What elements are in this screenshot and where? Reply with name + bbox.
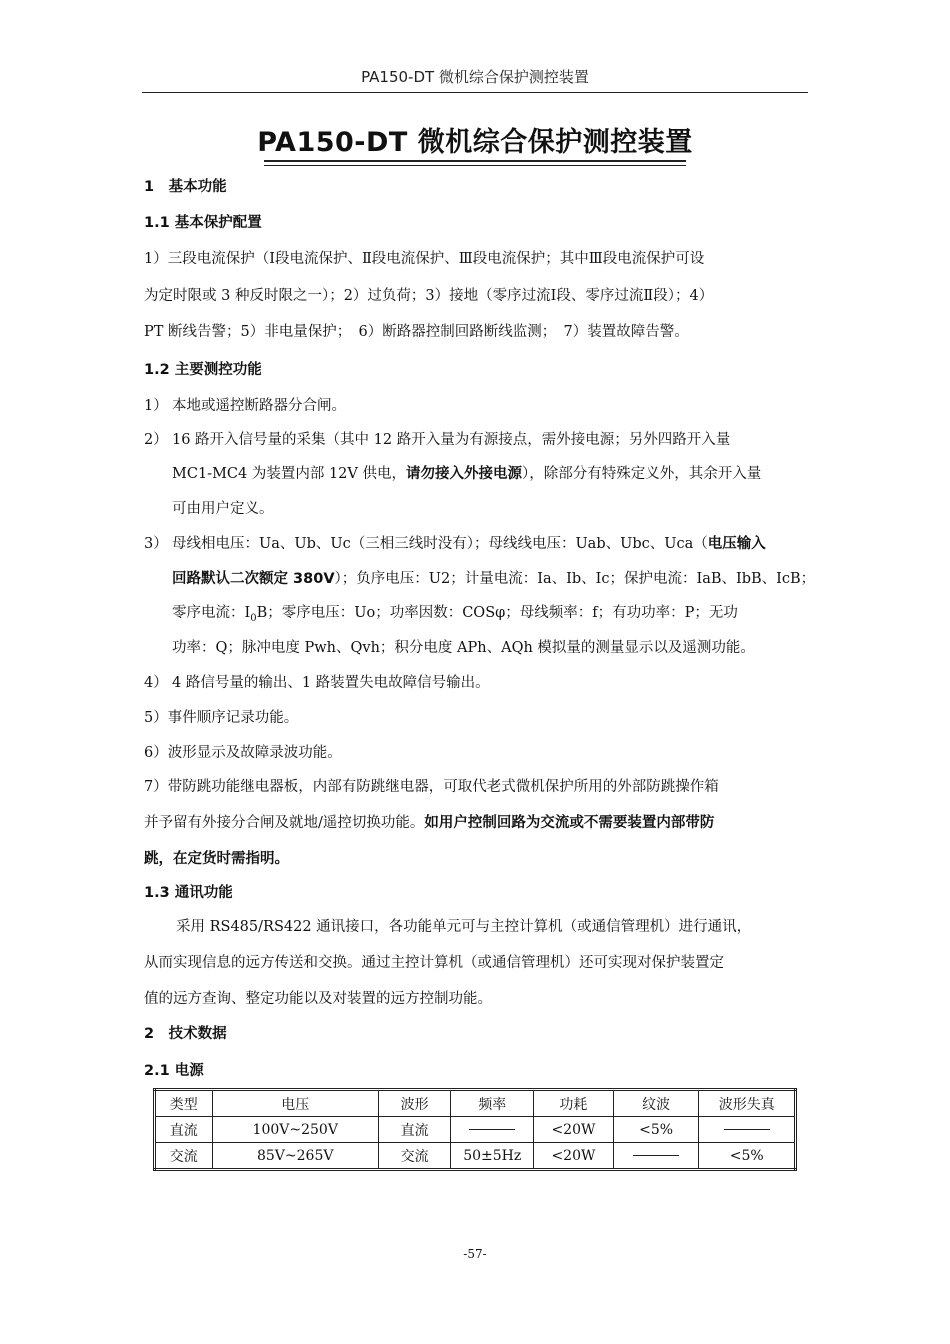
item-7-line-2 xyxy=(144,811,714,832)
header-cell-distortion: 波形失真 xyxy=(699,1090,796,1117)
table-row xyxy=(155,1117,796,1143)
header-cell-waveform: 波形 xyxy=(378,1090,450,1117)
section-1-3-heading: 1.3 通讯功能 xyxy=(144,885,233,901)
item-2-line-2-text-c: ），除部分有特殊定义外，其余开入量 xyxy=(521,466,762,482)
table-cell: 直流 xyxy=(155,1117,213,1143)
table-cell: 交流 xyxy=(155,1143,213,1170)
dash-mark xyxy=(469,1129,515,1130)
item-7-line-2-text: 并予留有外接分合闸及就地/遥控切换功能。 xyxy=(144,815,425,831)
item-1-text: 本地或遥控断路器分合闸。 xyxy=(172,398,346,414)
page-number: -57- xyxy=(463,1247,487,1261)
item-7-line-1: 7）带防跳功能继电器板，内部有防跳继电器，可取代老式微机保护所用的外部防跳操作箱 xyxy=(144,779,719,795)
table-cell-empty xyxy=(613,1143,699,1170)
table-cell: 直流 xyxy=(378,1117,450,1143)
item-3-emphasis-b: 回路默认二次额定 380V xyxy=(172,571,335,587)
section-2-1-heading: 2.1 电源 xyxy=(144,1063,204,1079)
table-cell-empty xyxy=(699,1117,796,1143)
s11-line-3: PT 断线告警；5）非电量保护； 6）断路器控制回路断线监测； 7）装置故障告警。 xyxy=(144,324,689,340)
header-cell-voltage: 电压 xyxy=(212,1090,378,1117)
power-spec-table xyxy=(153,1088,797,1171)
item-3-line-1-text: 母线相电压：Ua、Ub、Uc（三相三线时没有）；母线线电压：Uab、Ubc、Uca（ xyxy=(172,536,708,552)
section-2-heading: 2 技术数据 xyxy=(144,1026,227,1042)
item-3-line-4: 功率：Q；脉冲电度 Pwh、Qvh；积分电度 APh、AQh 模拟量的测量显示以及遥测功能。 xyxy=(172,640,755,656)
s13-line-3: 值的远方查询、整定功能以及对装置的远方控制功能。 xyxy=(144,991,492,1007)
table-cell: 交流 xyxy=(378,1143,450,1170)
item-3-number: 3） xyxy=(144,536,168,552)
item-2-line-2-text-a: MC1-MC4 为装置内部 12V 供电， xyxy=(172,466,406,482)
item-3-line-3-text-a: 零序电流：I xyxy=(172,605,251,621)
header-cell-type: 类型 xyxy=(155,1090,213,1117)
item-3-line-1 xyxy=(172,532,766,553)
item-3-emphasis-a: 电压输入 xyxy=(707,536,766,552)
s13-line-1: 采用 RS485/RS422 通讯接口，各功能单元可与主控计算机（或通信管理机）进行通讯， xyxy=(176,919,752,935)
table-cell: <20W xyxy=(534,1143,614,1170)
item-2-number: 2） xyxy=(144,432,168,448)
dash-mark xyxy=(633,1155,679,1156)
document-title: PA150-DT 微机综合保护测控装置 xyxy=(257,127,693,158)
title-underline-thin xyxy=(264,165,686,166)
s13-line-2: 从而实现信息的远方传送和交换。通过主控计算机（或通信管理机）还可实现对保护装置定 xyxy=(144,955,724,971)
item-2-line-1: 16 路开入信号量的采集（其中 12 路开入量为有源接点，需外接电源；另外四路开入量 xyxy=(172,432,731,448)
table-header-row xyxy=(155,1090,796,1117)
table-cell: <5% xyxy=(699,1143,796,1170)
item-2-line-3: 可由用户定义。 xyxy=(172,501,274,517)
section-1-2-heading: 1.2 主要测控功能 xyxy=(144,362,262,378)
header-cell-power: 功耗 xyxy=(534,1090,614,1117)
header-rule xyxy=(142,92,808,93)
s11-line-2: 为定时限或 3 种反时限之一）；2）过负荷；3）接地（零序过流Ⅰ段、零序过流Ⅱ段）；4） xyxy=(144,288,714,304)
item-3-line-3-text-b: B；零序电压：Uo；功率因数：COSφ；母线频率：f；有功功率：P；无功 xyxy=(256,605,738,621)
table-cell: 50±5Hz xyxy=(451,1143,534,1170)
item-3-line-2-text: ）；负序电压：U2；计量电流：Ia、Ib、Ic；保护电流：IaB、IbB、IcB； xyxy=(334,571,816,587)
item-6-text: 6）波形显示及故障录波功能。 xyxy=(144,745,342,761)
item-1-number: 1） xyxy=(144,398,168,414)
item-7-emphasis-a: 如用户控制回路为交流或不需要装置内部带防 xyxy=(424,815,715,831)
s11-line-1: 1）三段电流保护（Ⅰ段电流保护、Ⅱ段电流保护、Ⅲ段电流保护；其中Ⅲ段电流保护可设 xyxy=(144,251,705,267)
title-underline-thick xyxy=(264,160,686,162)
item-2-line-2 xyxy=(172,462,761,483)
section-1-heading: 1 基本功能 xyxy=(144,179,227,195)
table-cell-empty xyxy=(451,1117,534,1143)
item-3-subscript: 0 xyxy=(250,612,257,624)
item-4-number: 4） xyxy=(144,675,168,691)
item-7-emphasis-b: 跳，在定货时需指明。 xyxy=(144,851,289,867)
table-cell: 100V~250V xyxy=(212,1117,378,1143)
table-cell: <5% xyxy=(613,1117,699,1143)
item-2-emphasis: 请勿接入外接电源 xyxy=(405,466,522,482)
item-3-line-3 xyxy=(172,601,738,624)
item-4-text: 4 路信号量的输出、1 路装置失电故障信号输出。 xyxy=(172,675,490,691)
table-row xyxy=(155,1143,796,1170)
dash-mark xyxy=(724,1129,770,1130)
item-5-text: 5）事件顺序记录功能。 xyxy=(144,710,299,726)
item-3-line-2 xyxy=(172,567,815,588)
running-header: PA150-DT 微机综合保护测控装置 xyxy=(361,68,589,86)
table-cell: <20W xyxy=(534,1117,614,1143)
item-7-line-3 xyxy=(144,847,289,868)
section-1-1-heading: 1.1 基本保护配置 xyxy=(144,215,262,231)
header-cell-ripple: 纹波 xyxy=(613,1090,699,1117)
table-cell: 85V~265V xyxy=(212,1143,378,1170)
header-cell-frequency: 频率 xyxy=(451,1090,534,1117)
